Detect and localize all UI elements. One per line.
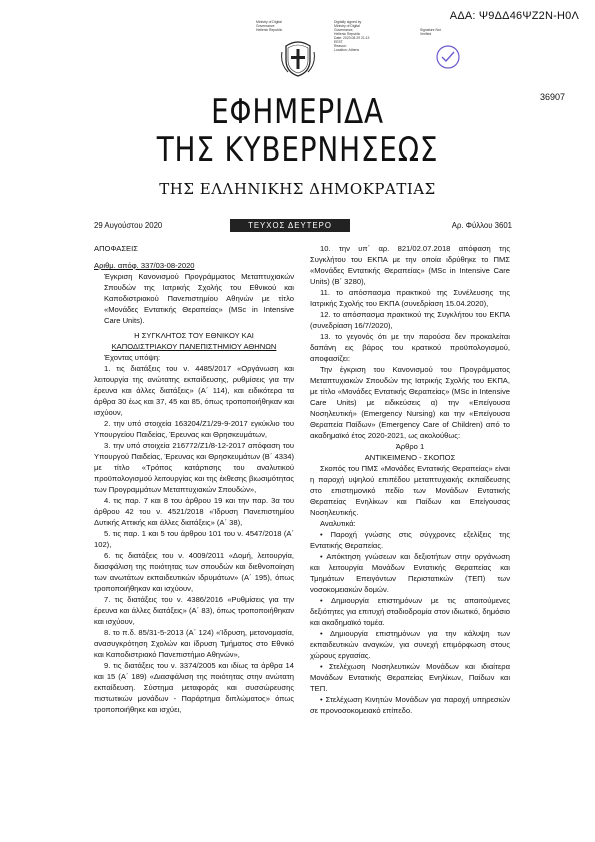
section-heading: ΑΠΟΦΑΣΕΙΣ xyxy=(94,244,138,253)
decision-title: Έγκριση Κανονισμού Προγράμματος Μεταπτυχιακών Σπουδών της Ιατρικής Σχολής του Εθνικού και Καποδιστριακού Πανεπιστημίου Αθηνών με τίτλο «Μονάδες Εντατικής Θεραπείας» (MSc in Intensive Care Units). xyxy=(104,272,294,325)
decision-text: Την έγκριση του Κανονισμού του Προγράμματος Μεταπτυχιακών Σπουδών της Ιατρικής Σχολής του ΕΚΠΑ, με τίτλο «Μονάδες Εντατικής Θεραπείας» (MSc in Intensive Care Units) με ειδικεύσεις α) την «Επείγουσα Νοσηλευτική» (Emergency Nursing) και την «Επείγουσα Θεραπεία Παίδων» (Emergency Care of Children) από το ακαδημαϊκό έτος 2020-2021, ως ακολούθως: xyxy=(310,365,510,440)
goal-item: • Στελέχωση Κινητών Μονάδων για παροχή υπηρεσιών σε προνοσοκομειακό επίπεδο. xyxy=(310,695,510,715)
goal-item: • Απόκτηση γνώσεων και δεξιοτήτων στην οργάνωση και λειτουργία Μονάδων Εντατικής Θεραπείας και Τμημάτων Επειγόντων Περιστατικών (ΤΕΠ) των νοσοκομειακών δομών. xyxy=(310,552,510,594)
gazette-title-line2: ΤΗΣ ΚΥΒΕΡΝΗΣΕΩΣ xyxy=(156,130,439,170)
page-number: 36907 xyxy=(539,92,565,102)
list-item: 10. την υπ΄ αρ. 821/02.07.2018 απόφαση της Συγκλήτου του ΕΚΠΑ με την οποία ιδρύθηκε το ΠΜΣ «Μονάδες Εντατικής Θεραπείας» (MSc in Intensive Care Units) (Β΄ 3280), xyxy=(310,244,510,286)
gazette-subtitle: ΤΗΣ ΕΛΛΗΝΙΚΗΣ ΔΗΜΟΚΡΑΤΙΑΣ xyxy=(159,180,436,198)
article-number: Άρθρο 1 xyxy=(395,442,425,451)
left-column xyxy=(94,243,294,715)
goals-intro: Αναλυτικά: xyxy=(320,519,356,528)
list-item: 8. το π.δ. 85/31-5-2013 (Α΄ 124) «Ίδρυση, μετονομασία, ανασυγκρότηση Σχολών και ίδρυση Τμήματος στο Εθνικό και Καποδιστριακό Πανεπιστήμιο Αθηνών», xyxy=(94,628,294,659)
issue-label: ΤΕΥΧΟΣ ΔΕΥΤΕΡΟ xyxy=(230,219,350,232)
signature-mid xyxy=(334,20,394,52)
list-item: 4. τις παρ. 7 και 8 του άρθρου 19 και την παρ. 3α του άρθρου 42 του ν. 4521/2018 «Ίδρυση Πανεπιστημίου Δυτικής Αττικής και άλλες διατάξεις» (Α΄ 38), xyxy=(94,496,294,527)
sig-mid-line: Digitally signed by xyxy=(334,20,362,24)
authority-line-2-text: ΚΑΠΟΔΙΣΤΡΙΑΚΟΥ ΠΑΝΕΠΙΣΤΗΜΙΟΥ ΑΘΗΝΩΝ xyxy=(111,342,277,351)
goal-item: • Δημιουργία επιστημόνων για την κάλυψη των εκπαιδευτικών αναγκών, για συνεχή επιμόρφωση στους χώρους εργασίας. xyxy=(310,629,510,660)
greek-coat-of-arms-icon xyxy=(280,38,316,78)
sig-mid-line: Location: Athens xyxy=(334,48,360,52)
goal-item: • Παροχή γνώσης στις σύγχρονες εξελίξεις της Εντατικής Θεραπείας. xyxy=(310,530,510,550)
decision-number xyxy=(94,260,294,271)
sig-mid-line: Date: 2020.08.29 21:13 xyxy=(334,36,370,40)
decision-number-text: Αριθμ. απόφ. 337/03-08-2020 xyxy=(94,261,195,270)
goal-item: • Δημιουργία επιστημόνων με τις απαιτούμενες δεξιότητες για επιτυχή σταδιοδρομία στον ιδιωτικό, δημόσιο και ακαδημαϊκό τομέα. xyxy=(310,596,510,627)
signature-right xyxy=(420,28,460,36)
list-item: 11. το απόσπασμα πρακτικού της Συνέλευσης της Ιατρικής Σχολής του ΕΚΠΑ (συνεδρίαση 15.04.2020), xyxy=(310,288,510,308)
sig-left-line: Governance xyxy=(256,24,275,28)
list-item: 7. τις διατάξεις του ν. 4386/2016 «Ρυθμίσεις για την έρευνα και άλλες διατάξεις» (Α΄ 83), όπως τροποποιήθηκαν και ισχύουν, xyxy=(94,595,294,626)
gazette-title-line1: ΕΦΗΜΕΡΙΔΑ xyxy=(211,92,384,132)
sig-left-line: Hellenic Republic xyxy=(256,28,283,32)
sig-mid-line: Ministry of Digital xyxy=(334,24,360,28)
article-title: ΑΝΤΙΚΕΙΜΕΝΟ - ΣΚΟΠΟΣ xyxy=(364,453,456,462)
sig-right-line: Signature Not xyxy=(420,28,441,32)
authority-line-1: Η ΣΥΓΚΛΗΤΟΣ ΤΟΥ ΕΘΝΙΚΟΥ ΚΑΙ xyxy=(134,331,254,340)
ada-code: ΑΔΑ: Ψ9ΔΔ46ΨΖ2Ν-Η0Λ xyxy=(449,10,579,22)
sig-left-line: Ministry of Digital xyxy=(256,20,282,24)
issue-date: 29 Αυγούστου 2020 xyxy=(94,221,163,230)
list-item: 3. την υπό στοιχεία 216772/Ζ1/8-12-2017 απόφαση του Υπουργού Παιδείας, Έρευνας και Θρησκευμάτων (Β΄ 4334) με τίτλο «Τρόπος κατάρτισης του αναλυτικού προϋπολογισμού λειτουργίας και της έκθεσης βιωσιμότητας των Προγραμμάτων Μεταπτυχιακών Σπουδών», xyxy=(94,441,294,494)
signature-seal-icon xyxy=(428,44,468,70)
sheet-number: Αρ. Φύλλου 3601 xyxy=(451,221,512,230)
authority-line-2 xyxy=(94,341,294,352)
sig-right-line: Verified xyxy=(420,32,432,36)
list-item: 13. το γεγονός ότι με την παρούσα δεν προκαλείται δαπάνη εις βάρος του κρατικού προϋπολογισμού, αποφασίζει: xyxy=(310,332,510,363)
list-item: 2. την υπό στοιχεία 163204/Ζ1/29-9-2017 εγκύκλιο του Υπουργείου Παιδείας, Έρευνας και Θρησκευμάτων, xyxy=(94,419,294,439)
list-item: 9. τις διατάξεις του ν. 3374/2005 και ιδίως τα άρθρα 14 και 15 (Α΄ 189) «Διασφάλιση της ποιότητας στην ανώτατη εκπαίδευση. Σύστημα μεταφοράς και συσσώρευσης πιστωτικών μονάδων - Παράρτημα διπλώματος» όπως τροποποιήθηκε και ισχύει, xyxy=(94,661,294,714)
list-item: 1. τις διατάξεις του ν. 4485/2017 «Οργάνωση και λειτουργία της ανώτατης εκπαίδευσης, ρυθμίσεις για την έρευνα και άλλες διατάξεις» (Α΄ 114), και ειδικότερα τα άρθρα 30 έως και 37, 45 και 85, όπως τροποποιήθηκαν και ισχύουν, xyxy=(94,364,294,417)
sig-mid-line: Reason: xyxy=(334,44,347,48)
article-text: Σκοπός του ΠΜΣ «Μονάδες Εντατικής Θεραπείας» είναι η παροχή υψηλού επιπέδου μεταπτυχιακής εκπαίδευσης στο επιστημονικό πεδίο των Μονάδων Εντατικής Θεραπείας Ενηλίκων και Παίδων και Επείγουσας Νοσηλευτικής. xyxy=(310,464,510,517)
sig-mid-line: Governance, xyxy=(334,28,354,32)
list-item: 12. το απόσπασμα πρακτικού της Συγκλήτου του ΕΚΠΑ (συνεδρίαση 16/7/2020), xyxy=(310,310,510,330)
sig-mid-line: Hellenic Republic xyxy=(334,32,361,36)
list-item: 5. τις παρ. 1 και 5 του άρθρου 101 του ν. 4547/2018 (Α΄ 102), xyxy=(94,529,294,549)
list-item: 6. τις διατάξεις του ν. 4009/2011 «Δομή, λειτουργία, διασφάλιση της ποιότητας των σπουδών και διεθνοποίηση των ανωτάτων εκπαιδευτικών ιδρυμάτων» (Α΄ 195), όπως τροποποιήθηκαν και ισχύουν, xyxy=(94,551,294,593)
goal-item: • Στελέχωση Νοσηλευτικών Μονάδων και ιδιαίτερα Μονάδων Εντατικής Θεραπείας Ενηλίκων, Παίδων και ΤΕΠ. xyxy=(310,662,510,693)
sig-mid-line: EEST xyxy=(334,40,343,44)
intro-text: Έχοντας υπόψη: xyxy=(104,353,161,362)
right-column xyxy=(310,243,510,716)
signature-left xyxy=(256,20,308,32)
